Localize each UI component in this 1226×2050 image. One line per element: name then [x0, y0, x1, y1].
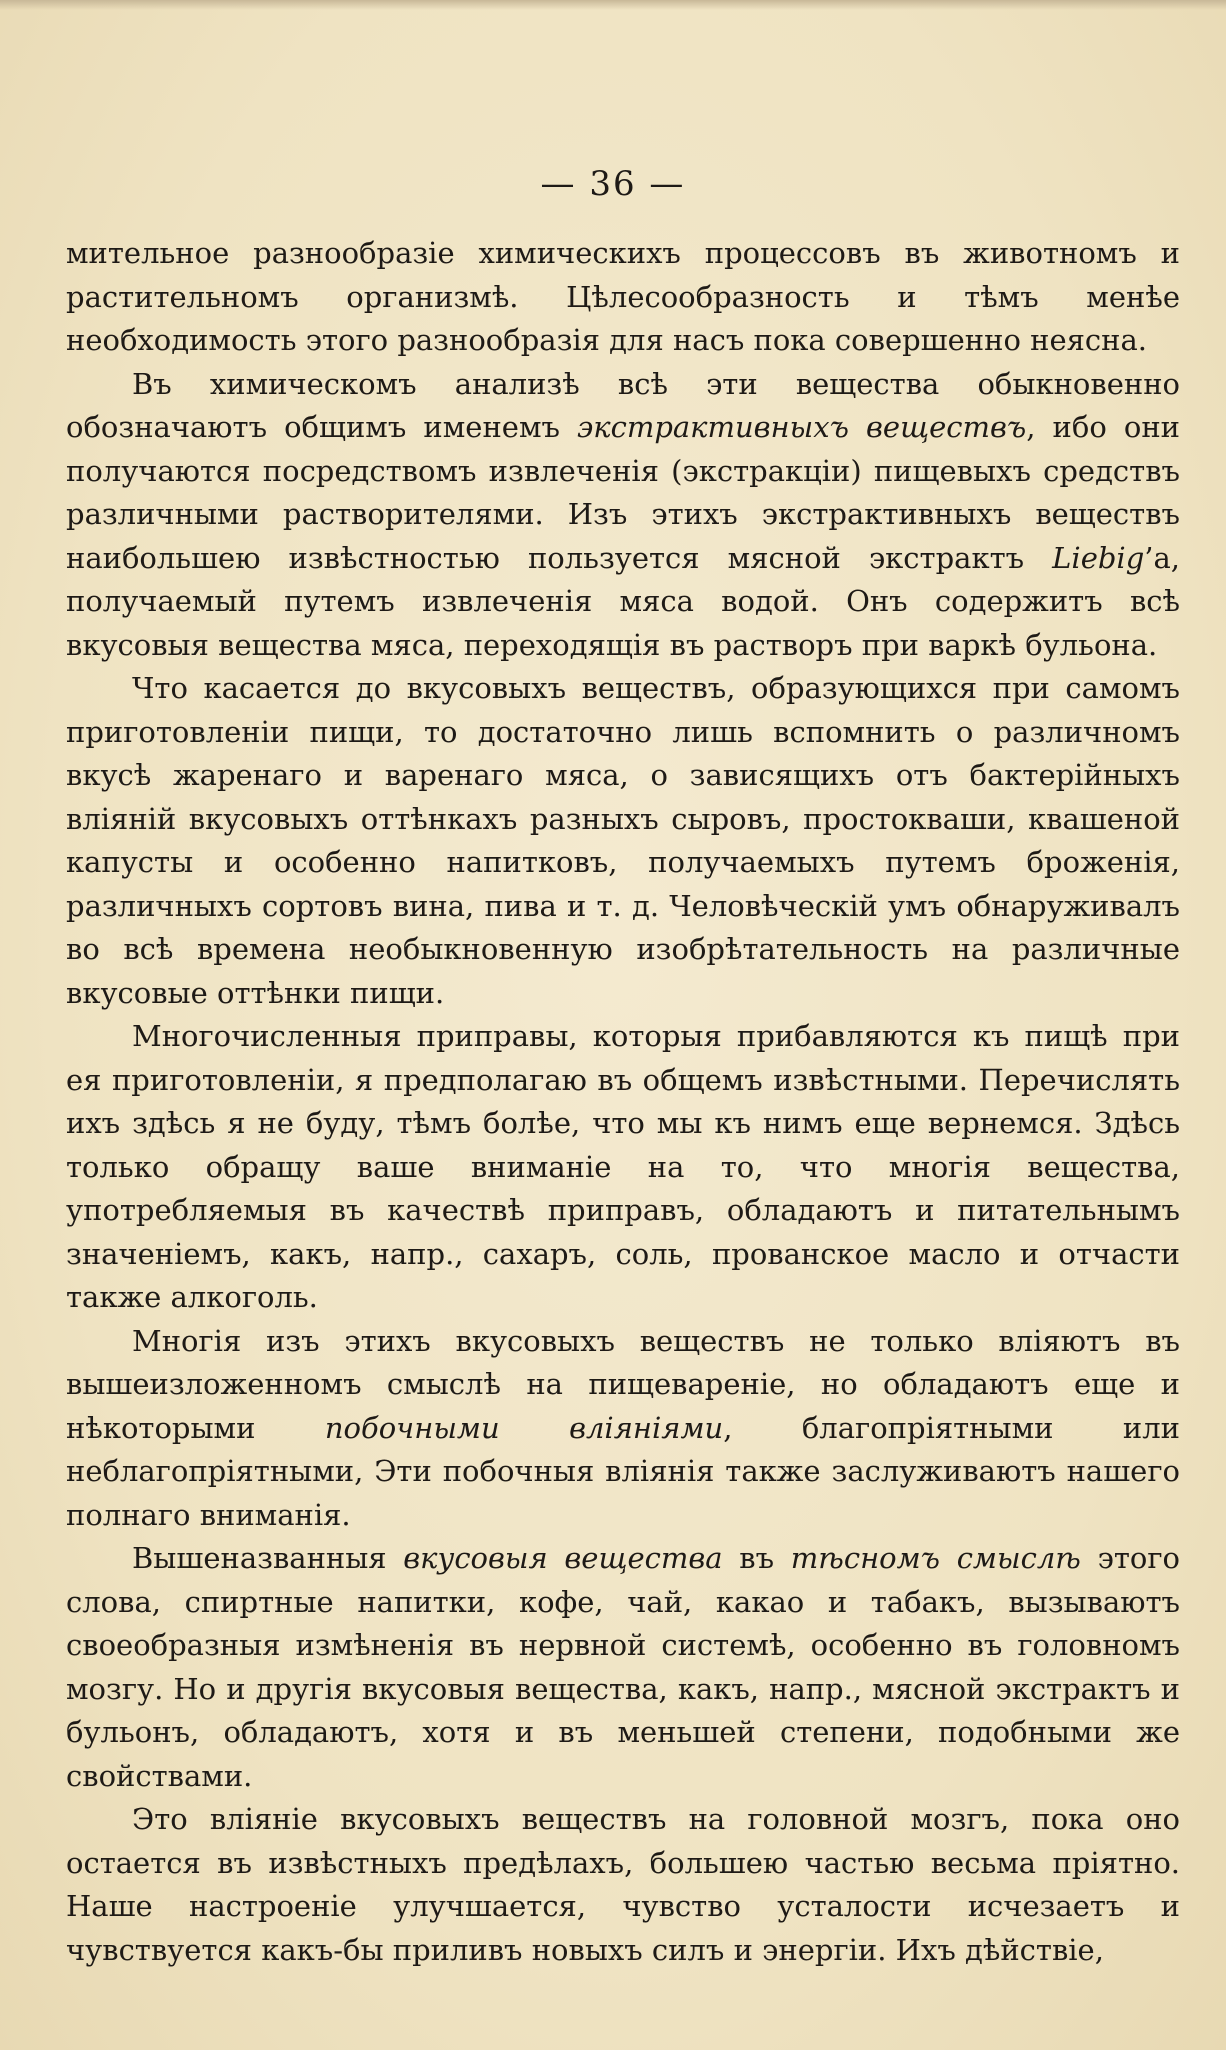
italic-term: Liebig: [1052, 540, 1145, 575]
text-run: въ: [722, 1541, 791, 1575]
text-run: Многочисленныя приправы, которыя прибавляются къ пищѣ при ея приготовленіи, я предполагаю въ общемъ извѣстными. Перечислять ихъ здѣсь я не буду, тѣмъ болѣе, что мы къ нимъ еще вернемся. Здѣсь только обращу ваше вниманіе на то, что многія вещества, употребляемыя въ качествѣ приправъ, обладаютъ и питательнымъ значеніемъ, какъ, напр., сахаръ, соль, прованское масло и отчасти также алкоголь.: [66, 1019, 1180, 1314]
paragraph: [66, 1798, 1180, 1972]
text-run: Вышеназванныя: [132, 1541, 404, 1575]
italic-term: тѣсномъ смыслѣ: [790, 1541, 1081, 1575]
paragraph: [66, 232, 1180, 363]
text-run: ’а, получаемый путемъ извлеченія мяса водой. Онъ содержитъ всѣ вкусовыя вещества мяса, переходящія въ растворъ при варкѣ бульона.: [66, 540, 1180, 662]
text-run: , благопріятными или неблагопріятными, Эти побочныя вліянія также заслуживаютъ нашего полнаго вниманія.: [66, 1410, 1180, 1532]
text-run: мительное разнообразіе химическихъ процессовъ въ животномъ и растительномъ организмѣ. Цѣлесообразность и тѣмъ менѣе необходимость этого разнообразія для насъ пока совершенно неясна.: [66, 236, 1180, 357]
italic-term: побочными вліяніями: [324, 1410, 724, 1445]
text-run: Что касается до вкусовыхъ веществъ, образующихся при самомъ приготовленіи пищи, то достаточно лишь вспомнить о различномъ вкусѣ жаренаго и варенаго мяса, о зависящихъ отъ бактерійныхъ вліяній вкусовыхъ оттѣнкахъ разныхъ сыровъ, простокваши, квашеной капусты и особенно напитковъ, получаемыхъ путемъ броженія, различныхъ сортовъ вина, пива и т. д. Человѣческій умъ обнаруживалъ во всѣ времена необыкновенную изобрѣтательность на различные вкусовые оттѣнки пищи.: [66, 671, 1180, 1010]
paragraph: [66, 667, 1180, 1015]
text-run: Многія изъ этихъ вкусовыхъ веществъ не только вліяютъ въ вышеизложенномъ смыслѣ на пищевареніе, но обладаютъ еще и нѣкоторыми: [66, 1323, 1180, 1445]
italic-term: вкусовыя вещества: [403, 1541, 723, 1575]
page-top-edge: [0, 0, 1226, 10]
paragraph: [66, 1320, 1180, 1538]
paragraph: [66, 1537, 1180, 1798]
text-run: этого слова, спиртные напитки, кофе, чай, какао и табакъ, вызываютъ своеобразныя измѣненія въ нервной системѣ, особенно въ головномъ мозгу. Но и другія вкусовыя вещества, какъ, напр., мясной экстрактъ и бульонъ, обладаютъ, хотя и въ меньшей степени, подобными же свойствами.: [66, 1541, 1180, 1793]
paragraph: [66, 1015, 1180, 1320]
italic-term: экстрактивныхъ веществъ: [577, 410, 1027, 444]
page-number: — 36 —: [540, 164, 686, 204]
paragraph: [66, 363, 1180, 668]
text-run: Въ химическомъ анализѣ всѣ эти вещества обыкновенно обозначаютъ общимъ именемъ: [66, 366, 1180, 444]
text-run: Это вліяніе вкусовыхъ веществъ на головной мозгъ, пока оно остается въ извѣстныхъ предѣлахъ, большею частью весьма пріятно. Наше настроеніе улучшается, чувство усталости исчезаетъ и чувствуется какъ-бы приливъ новыхъ силъ и энергіи. Ихъ дѣйствіе,: [66, 1802, 1180, 1967]
text-run: , ибо они получаются посредствомъ извлеченія (экстракціи) пищевыхъ средствъ различными растворителями. Изъ этихъ экстрактивныхъ веществъ наибольшею извѣстностью пользуется мясной экстрактъ: [66, 410, 1180, 575]
page-text-body: [66, 232, 1180, 1972]
